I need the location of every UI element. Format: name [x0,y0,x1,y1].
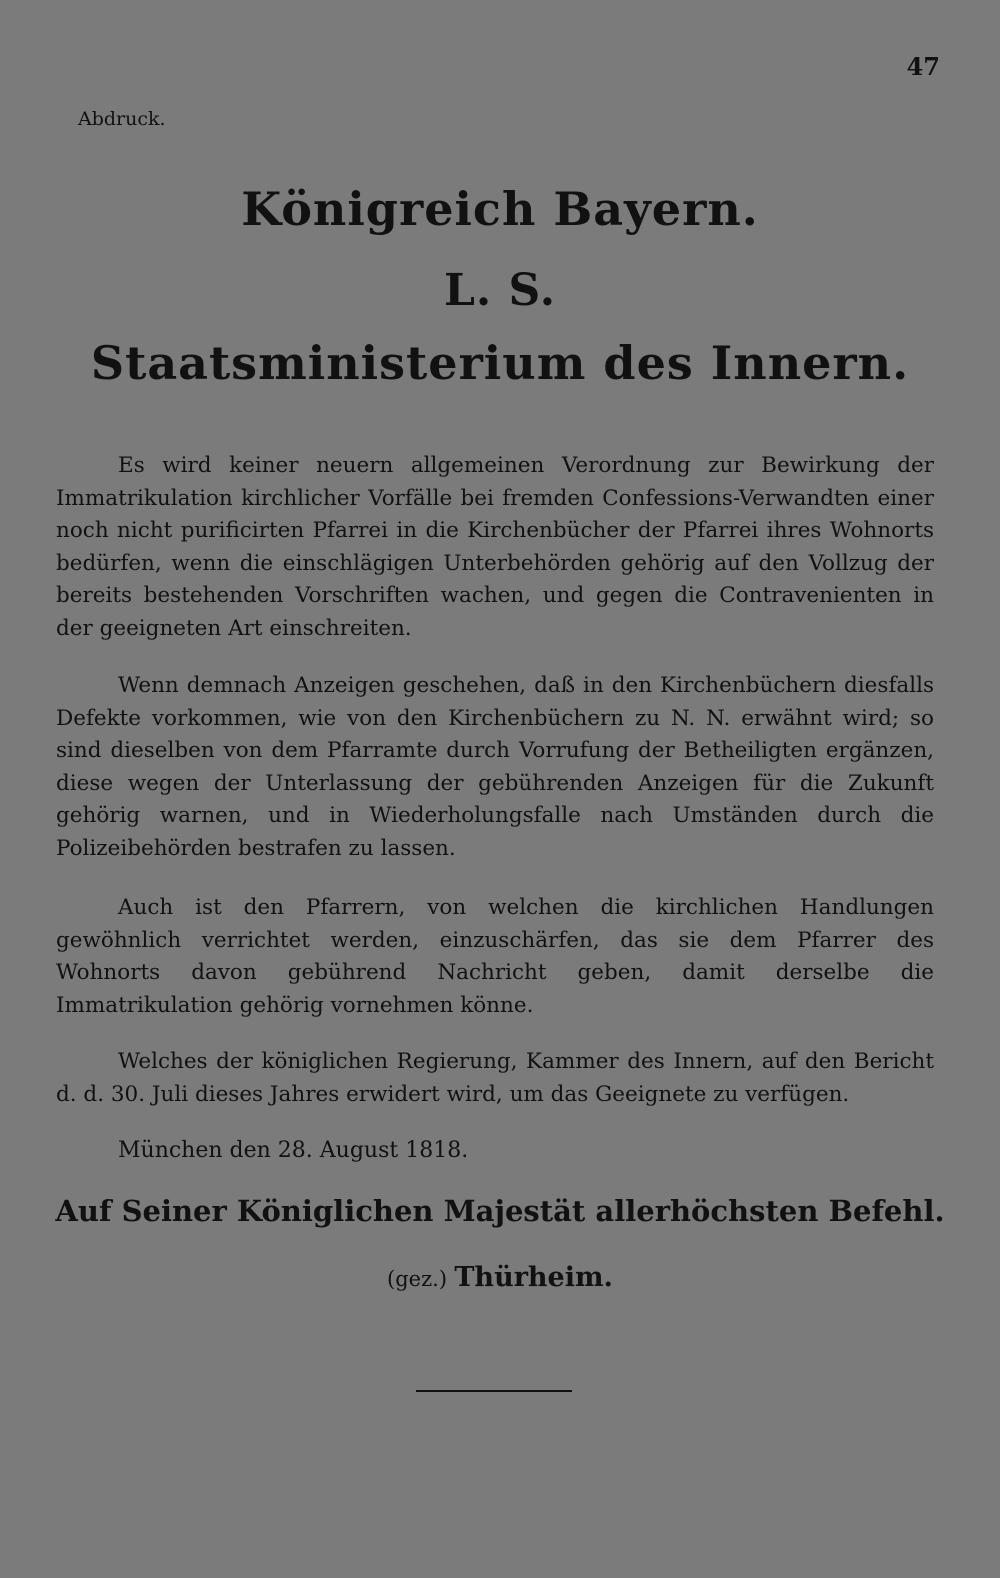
copy-note: Abdruck. [78,108,166,130]
signature-block [0,1262,1000,1293]
closing-rule [416,1390,572,1392]
paragraph-3: Auch ist den Pfarrern, von welchen die kirchlichen Handlungen gewöhnlich verrichtet werden, einzuschärfen, das sie dem Pfarrer des Wohnorts davon gebührend Nachricht geben, damit derselbe die Immatrikulation gehörig vornehmen könne. [56,895,934,1018]
paragraph-1: Es wird keiner neuern allgemeinen Verordnung zur Bewirkung der Immatrikulation kirchlicher Vorfälle bei fremden Confessions-Verwandten einer noch nicht purificirten Pfarrei in die Kirchenbücher der Pfarrei ihres Wohnorts bedürfen, wenn die einschlägigen Unterbehörden gehörig auf den Vollzug der bereits bestehenden Vorschriften wachen, und gegen die Contravenienten in der geeigneten Art einschreiten. [56,453,934,641]
paragraph-2: Wenn demnach Anzeigen geschehen, daß in den Kirchenbüchern diesfalls Defekte vorkommen, wie von den Kirchenbüchern zu N. N. erwähnt wird; so sind dieselben von dem Pfarramte durch Vorrufung der Betheiligten ergänzen, diese wegen der Unterlassung der gebührenden Anzeigen für die Zukunft gehörig warnen, und in Wiederholungsfalle nach Umständen durch die Polizeibehörden bestrafen zu lassen. [56,673,934,861]
dateline: München den 28. August 1818. [118,1138,469,1163]
ministry-heading: Staatsministerium des Innern. [90,336,910,390]
royal-command: Auf Seiner Königlichen Majestät allerhöchsten Befehl. [55,1194,945,1228]
kingdom-heading: Königreich Bayern. [241,182,759,236]
page-number: 47 [906,52,940,81]
paragraph-4: Welches der königlichen Regierung, Kammer des Innern, auf den Bericht d. d. 30. Juli dieses Jahres erwidert wird, um das Geeignete zu verfügen. [56,1049,934,1107]
seal-mark: L. S. [443,265,557,316]
signature-prefix: (gez.) [387,1267,448,1291]
signature-name: Thürheim. [454,1262,613,1293]
